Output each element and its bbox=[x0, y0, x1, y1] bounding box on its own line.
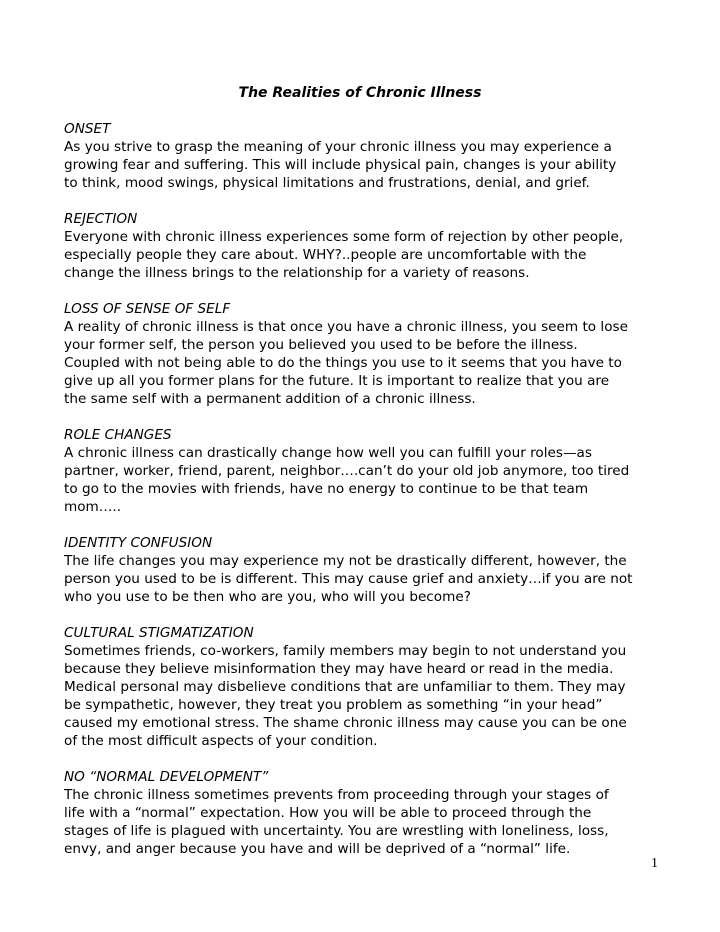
section-line: Sometimes friends, co-workers, family members may begin to not understand you bbox=[64, 643, 627, 659]
section-no-normal-development bbox=[64, 768, 664, 858]
section-heading: ROLE CHANGES bbox=[64, 427, 172, 443]
section-rejection bbox=[64, 210, 664, 282]
section-line: change the illness brings to the relationship for a variety of reasons. bbox=[64, 265, 530, 281]
section-line: stages of life is plagued with uncertainty. You are wrestling with loneliness, loss, bbox=[64, 823, 609, 839]
section-line: to think, mood swings, physical limitations and frustrations, denial, and grief. bbox=[64, 175, 590, 191]
section-line: especially people they care about. WHY?..people are uncomfortable with the bbox=[64, 247, 587, 263]
page-number: 1 bbox=[651, 856, 658, 871]
section-line: A reality of chronic illness is that once you have a chronic illness, you seem to lose bbox=[64, 319, 628, 335]
section-identity-confusion bbox=[64, 534, 664, 606]
section-line: person you used to be is different. This may cause grief and anxiety…if you are not bbox=[64, 571, 633, 587]
section-line: caused my emotional stress. The shame chronic illness may cause you can be one bbox=[64, 715, 627, 731]
section-line: The chronic illness sometimes prevents from proceeding through your stages of bbox=[64, 787, 609, 803]
section-line: As you strive to grasp the meaning of your chronic illness you may experience a bbox=[64, 139, 612, 155]
section-line: Coupled with not being able to do the things you use to it seems that you have to bbox=[64, 355, 622, 371]
document-body bbox=[64, 120, 664, 876]
section-line: Everyone with chronic illness experiences some form of rejection by other people, bbox=[64, 229, 624, 245]
section-line: give up all you former plans for the future. It is important to realize that you are bbox=[64, 373, 610, 389]
section-line: Medical personal may disbelieve conditions that are unfamiliar to them. They may bbox=[64, 679, 626, 695]
section-line: to go to the movies with friends, have no energy to continue to be that team bbox=[64, 481, 589, 497]
section-line: envy, and anger because you have and will be deprived of a “normal” life. bbox=[64, 841, 571, 857]
section-heading: LOSS OF SENSE OF SELF bbox=[64, 301, 231, 317]
section-line: of the most difficult aspects of your condition. bbox=[64, 733, 378, 749]
section-line: partner, worker, friend, parent, neighbor….can’t do your old job anymore, too tired bbox=[64, 463, 630, 479]
section-heading: CULTURAL STIGMATIZATION bbox=[64, 625, 254, 641]
section-line: growing fear and suffering. This will include physical pain, changes is your ability bbox=[64, 157, 617, 173]
section-onset bbox=[64, 120, 664, 192]
section-heading: IDENTITY CONFUSION bbox=[64, 535, 213, 551]
section-heading: ONSET bbox=[64, 121, 111, 137]
section-loss-of-sense-of-self bbox=[64, 300, 664, 408]
section-line: A chronic illness can drastically change how well you can fulfill your roles—as bbox=[64, 445, 592, 461]
section-line: mom….. bbox=[64, 499, 122, 515]
section-line: the same self with a permanent addition of a chronic illness. bbox=[64, 391, 476, 407]
section-line: life with a “normal” expectation. How you will be able to proceed through the bbox=[64, 805, 592, 821]
section-line: be sympathetic, however, they treat you problem as something “in your head” bbox=[64, 697, 603, 713]
section-line: because they believe misinformation they may have heard or read in the media. bbox=[64, 661, 614, 677]
section-heading: NO “NORMAL DEVELOPMENT” bbox=[64, 769, 269, 785]
document-title: The Realities of Chronic Illness bbox=[238, 85, 482, 101]
section-heading: REJECTION bbox=[64, 211, 138, 227]
section-line: The life changes you may experience my not be drastically different, however, the bbox=[64, 553, 627, 569]
section-role-changes bbox=[64, 426, 664, 516]
section-line: your former self, the person you believed you used to be before the illness. bbox=[64, 337, 578, 353]
section-line: who you use to be then who are you, who will you become? bbox=[64, 589, 471, 605]
section-cultural-stigmatization bbox=[64, 624, 664, 750]
